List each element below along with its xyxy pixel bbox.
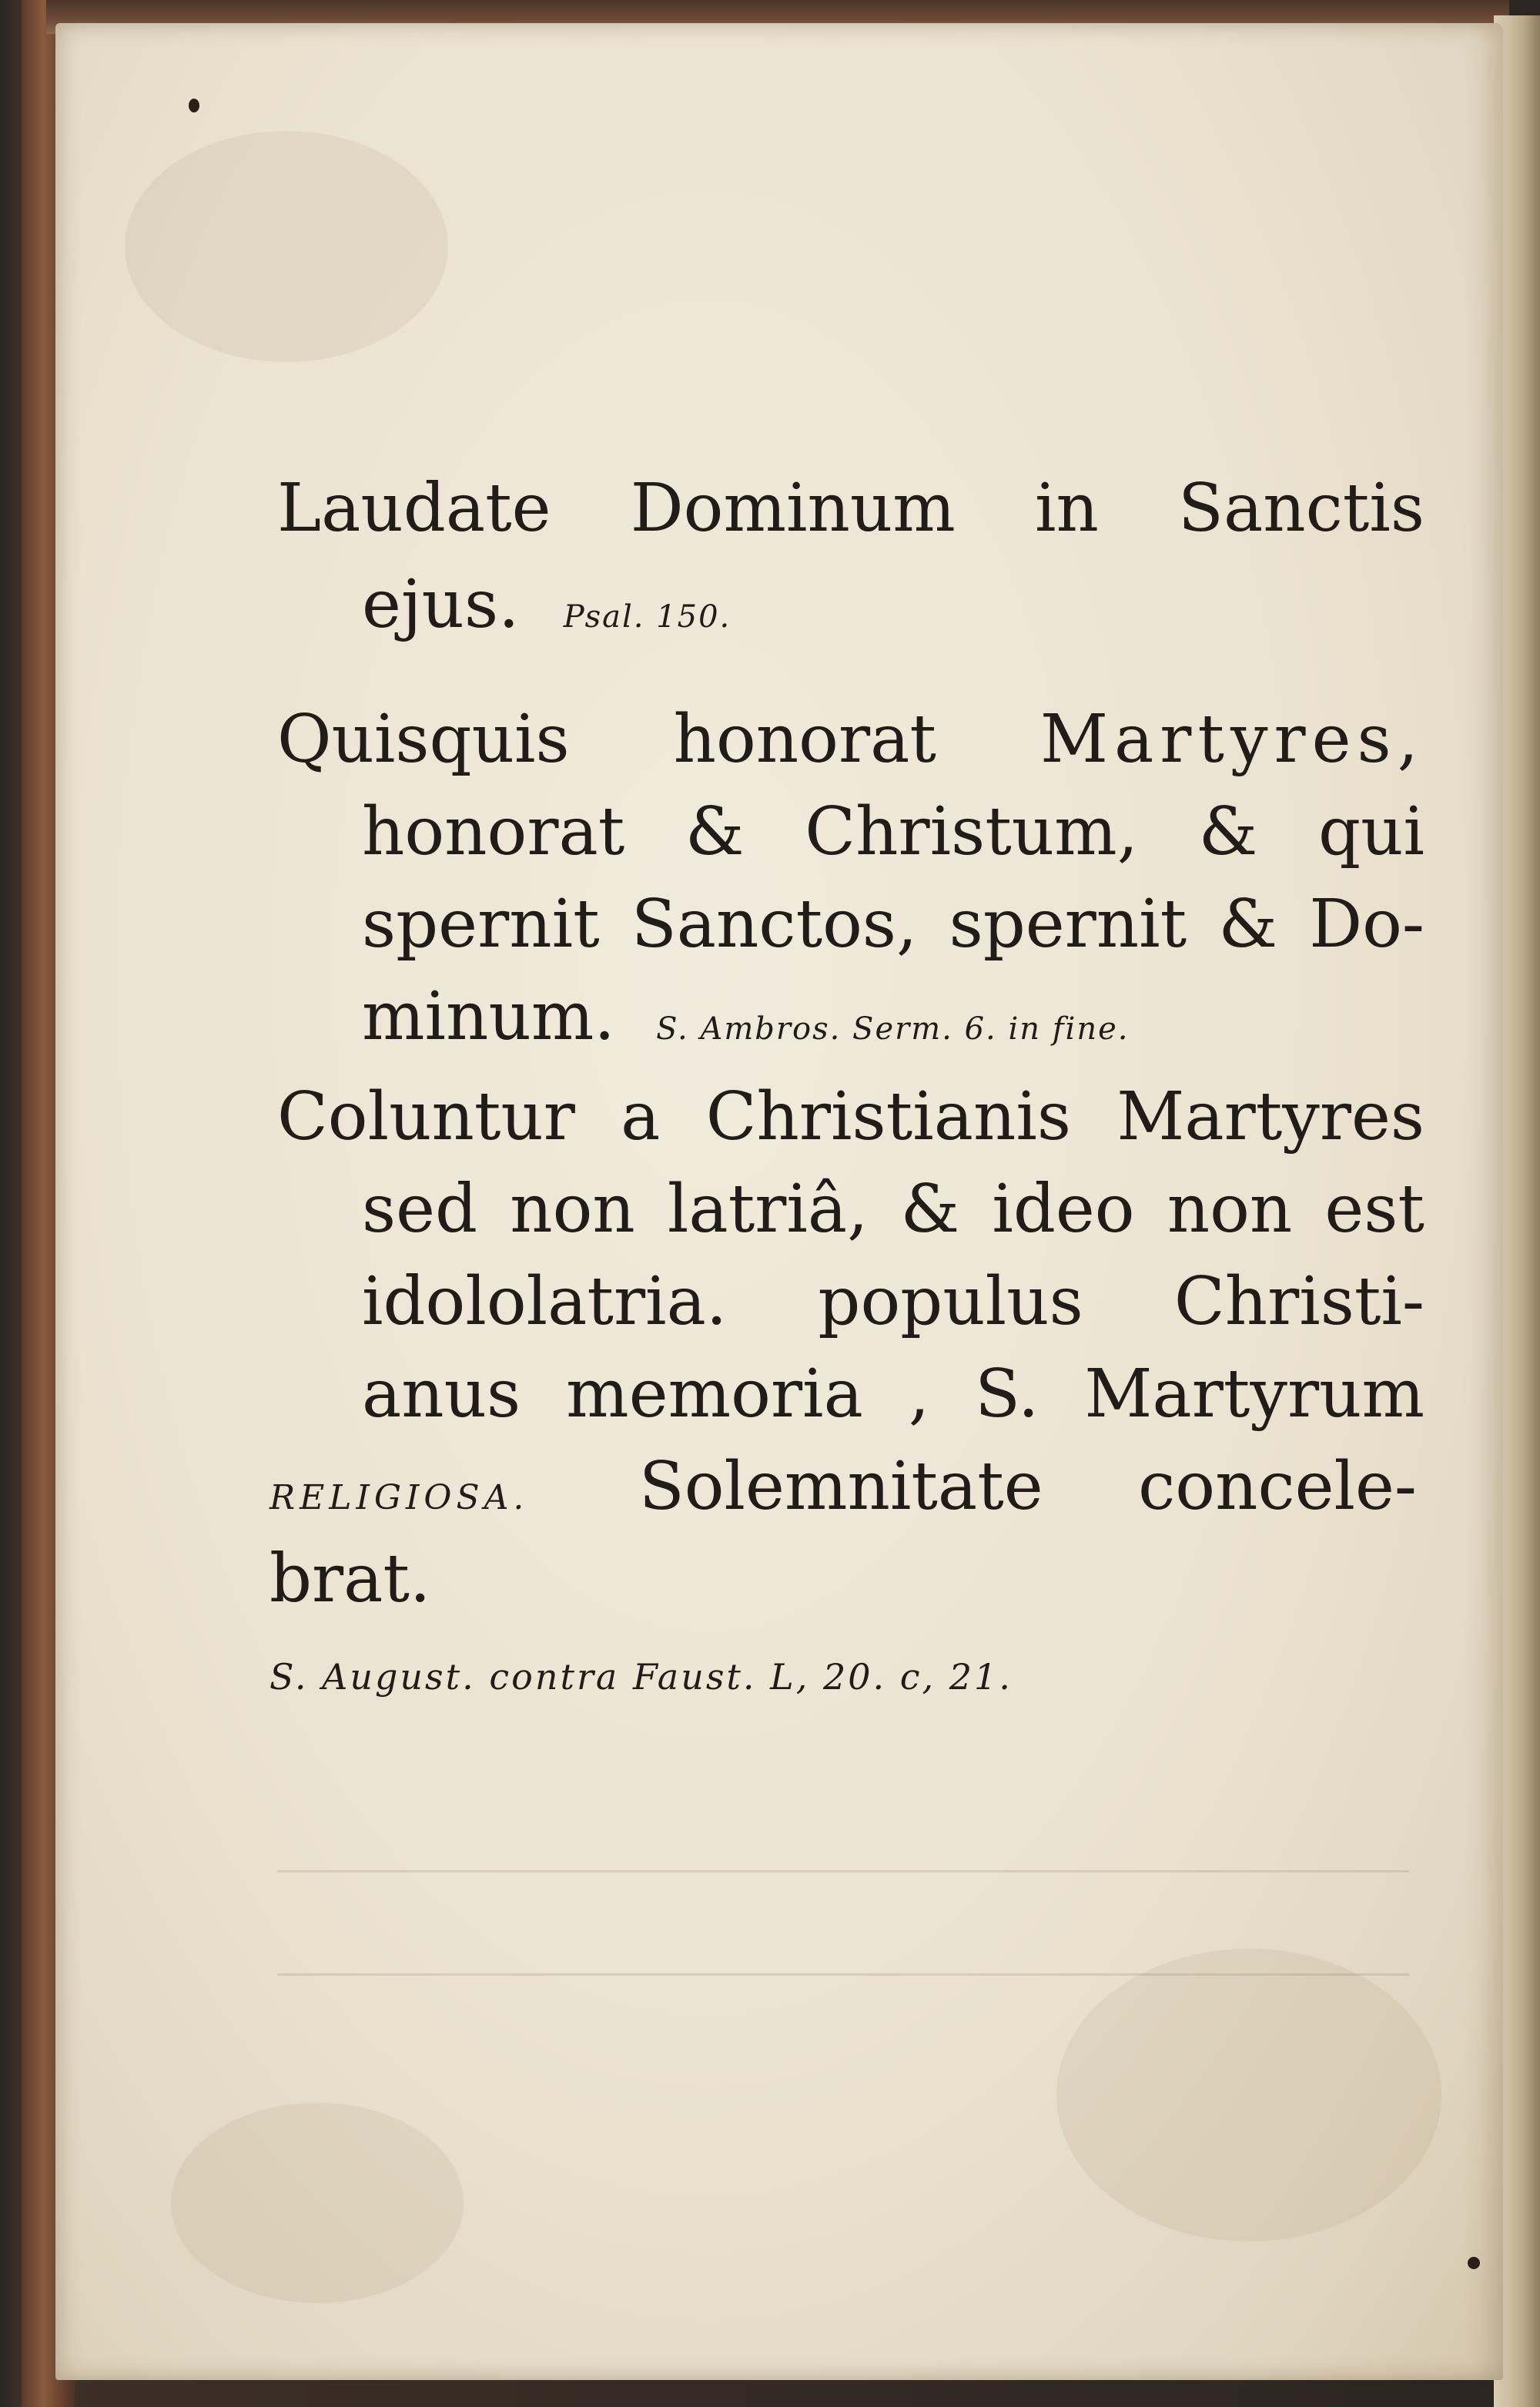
line-text: Solemnitate concele- [638, 1448, 1417, 1525]
text-line: honorat & Christum, & qui [362, 793, 1424, 870]
text-line: brat. [270, 1540, 431, 1618]
text-line: sed non latriâ, & ideo non est [362, 1171, 1424, 1248]
religiosa-word: RELIGIOSA. [270, 1478, 529, 1517]
line-text: ejus. [362, 566, 520, 643]
text-line: anus memoria , S. Martyrum [362, 1356, 1424, 1433]
citation-augustine: S. August. contra Faust. L, 20. c, 21. [270, 1656, 1013, 1698]
foxing-stain [125, 131, 448, 362]
foxing-stain [1056, 1949, 1441, 2241]
ink-speck [1468, 2257, 1480, 2269]
line-text-spaced: Martyres, [1040, 701, 1424, 778]
text-line: Coluntur a Christianis Martyres [277, 1078, 1424, 1155]
text-line [362, 971, 1130, 1063]
show-through-rule [277, 1973, 1409, 1976]
text-line: Laudate Dominum in Sanctis [277, 470, 1424, 547]
text-line: spernit Sanctos, spernit & Do- [362, 886, 1424, 963]
line-text: Quisquis honorat [277, 701, 936, 778]
text-line: idololatria. populus Christi- [362, 1263, 1424, 1340]
line-text: minum. [362, 978, 615, 1055]
foxing-stain [171, 2103, 464, 2303]
citation-ambrose: S. Ambros. Serm. 6. in fine. [656, 1011, 1130, 1047]
text-line [270, 1440, 1417, 1533]
show-through-rule [277, 1870, 1409, 1872]
citation-psalm: Psal. 150. [563, 599, 732, 635]
text-line [277, 693, 1424, 786]
ink-speck [189, 99, 199, 112]
text-line [362, 558, 731, 651]
